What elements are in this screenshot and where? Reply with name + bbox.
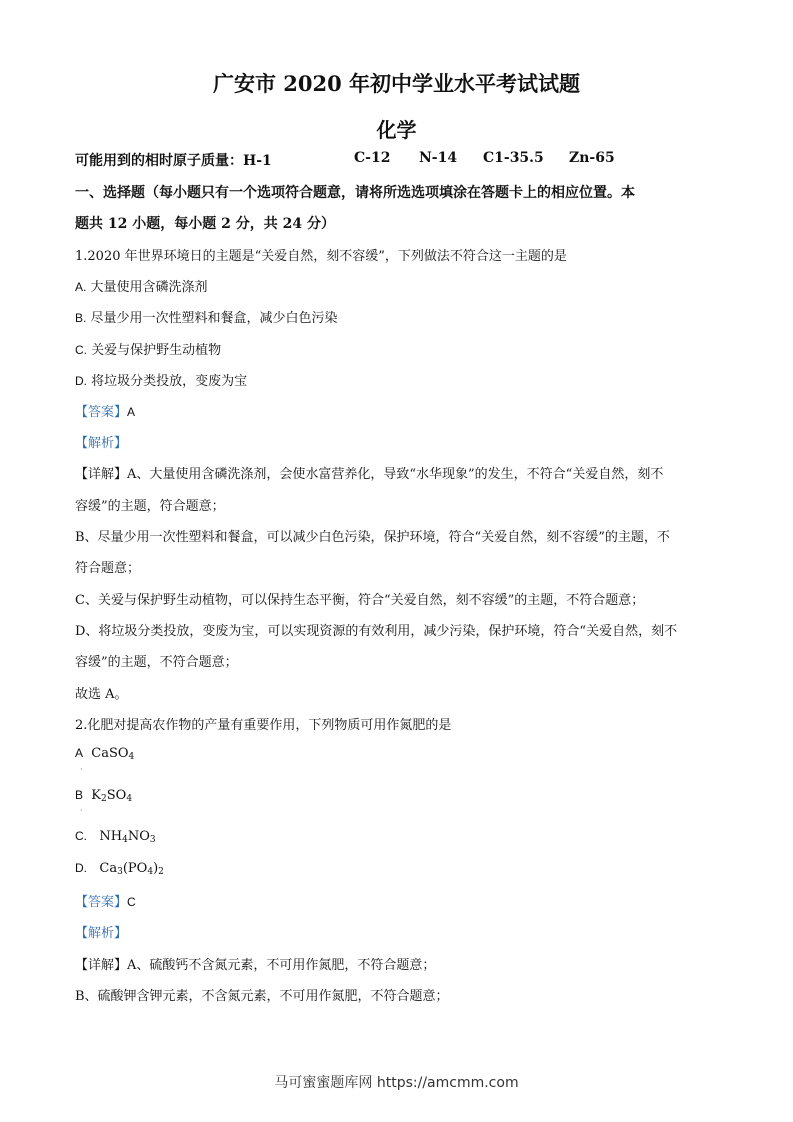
q1-analysis-label: 【解析】	[75, 436, 128, 451]
q2-option-d-formula	[99, 861, 163, 876]
tick-mark: ·	[80, 806, 83, 815]
q1-option-a-letter: A.	[75, 280, 87, 294]
q1-option-b	[75, 307, 338, 326]
q2-option-a-letter: A	[75, 746, 84, 760]
q1-detail-line: C、关爱与保护野生动植物，可以保持生态平衡，符合“关爱自然，刻不容缓”的主题，不符合题意；	[75, 593, 645, 608]
q2-answer-label: 【答案】	[75, 895, 128, 910]
atomic-mass-c: C-12	[354, 150, 391, 166]
q1-detail-line: 容缓”的主题，不符合题意；	[75, 655, 238, 670]
q2-option-b-formula	[91, 788, 132, 803]
section-heading-line-2: 题共 12 小题，每小题 2 分，共 24 分）	[75, 216, 335, 232]
q1-detail-line: 容缓”的主题，符合题意；	[75, 499, 225, 514]
q2-stem: 2.化肥对提高农作物的产量有重要作用，下列物质可用作氮肥的是	[75, 718, 452, 733]
formula-part: Ca	[99, 861, 118, 876]
formula-subscript: 4	[126, 794, 133, 804]
formula-part: CaSO	[91, 746, 129, 761]
q2-answer	[75, 891, 136, 910]
formula-subscript: 3	[149, 835, 156, 845]
q2-option-a-formula	[91, 746, 134, 761]
q1-option-a	[75, 276, 208, 295]
q1-answer-value: A	[127, 405, 136, 419]
formula-subscript: 4	[147, 867, 154, 877]
q2-analysis-label: 【解析】	[75, 926, 128, 941]
section-heading-line-1: 一、选择题（每小题只有一个选项符合题意，请将所选选项填涂在答题卡上的相应位置。本	[75, 185, 635, 201]
q1-option-b-letter: B.	[75, 311, 87, 325]
q2-option-b-letter: B	[75, 788, 84, 802]
q1-detail-line: D、将垃圾分类投放，变废为宝，可以实现资源的有效利用，减少污染，保护环境，符合“关爱自然，刻不	[75, 624, 678, 639]
q2-option-c	[75, 829, 156, 844]
q1-answer	[75, 401, 135, 420]
q2-option-a	[75, 746, 134, 761]
formula-part: SO	[106, 788, 127, 803]
q2-option-d	[75, 861, 164, 876]
atomic-mass-label: 可能用到的相时原子质量：H-1	[75, 153, 272, 169]
formula-part: )	[153, 861, 159, 876]
q2-option-c-letter: C.	[75, 829, 87, 843]
q2-option-c-formula	[99, 829, 155, 844]
q1-detail-line: 【详解】A、大量使用含磷洗涤剂，会使水富营养化，导致“水华现象”的发生，不符合“关爱自然，刻不	[75, 467, 664, 482]
formula-part: (PO	[122, 861, 148, 876]
q2-detail-line: 【详解】A、硫酸钙不含氮元素，不可用作氮肥，不符合题意；	[75, 958, 436, 973]
q2-option-d-letter: D.	[75, 861, 87, 875]
q1-option-a-text: 大量使用含磷洗涤剂	[90, 280, 208, 295]
q2-option-b	[75, 788, 132, 803]
q1-stem: 1.2020 年世界环境日的主题是“关爱自然，刻不容缓”，下列做法不符合这一主题的是	[75, 249, 567, 264]
atomic-mass-zn: Zn-65	[569, 150, 615, 166]
q1-answer-label: 【答案】	[75, 405, 128, 420]
q1-option-d-text: 将垃圾分类投放，变废为宝	[91, 374, 248, 389]
formula-part: K	[91, 788, 101, 803]
tick-mark: ·	[80, 765, 83, 774]
q1-option-c-letter: C.	[75, 343, 87, 357]
exam-subject: 化学	[376, 118, 417, 142]
formula-subscript: 2	[158, 867, 164, 877]
q1-option-d	[75, 370, 247, 389]
formula-subscript: 3	[117, 867, 123, 877]
formula-subscript: 4	[122, 835, 128, 845]
exam-title: 广安市 2020 年初中学业水平考试试题	[212, 71, 581, 96]
q2-answer-value: C	[127, 895, 136, 909]
q1-detail-line: 故选 A。	[75, 687, 128, 702]
q2-detail-line: B、硫酸钾含钾元素，不含氮元素，不可用作氮肥，不符合题意；	[75, 989, 449, 1004]
q1-detail-line: B、尽量少用一次性塑料和餐盒，可以减少白色污染，保护环境，符合“关爱自然，刻不容缓”的主题，不	[75, 530, 670, 545]
formula-subscript: 2	[101, 794, 107, 804]
site-watermark-footer: 马可蜜蜜题库网 https://amcmm.com	[274, 1075, 519, 1091]
q1-detail-line: 符合题意；	[75, 561, 141, 576]
formula-subscript: 4	[128, 752, 135, 762]
atomic-mass-n: N-14	[419, 150, 458, 166]
formula-part: NO	[127, 829, 150, 844]
q1-option-c-text: 关爱与保护野生动植物	[91, 343, 222, 358]
q1-option-c	[75, 339, 221, 358]
atomic-mass-cl: C1-35.5	[483, 150, 544, 166]
formula-part: NH	[99, 829, 123, 844]
q1-option-b-text: 尽量少用一次性塑料和餐盒，减少白色污染	[90, 311, 338, 326]
q1-option-d-letter: D.	[75, 374, 87, 388]
